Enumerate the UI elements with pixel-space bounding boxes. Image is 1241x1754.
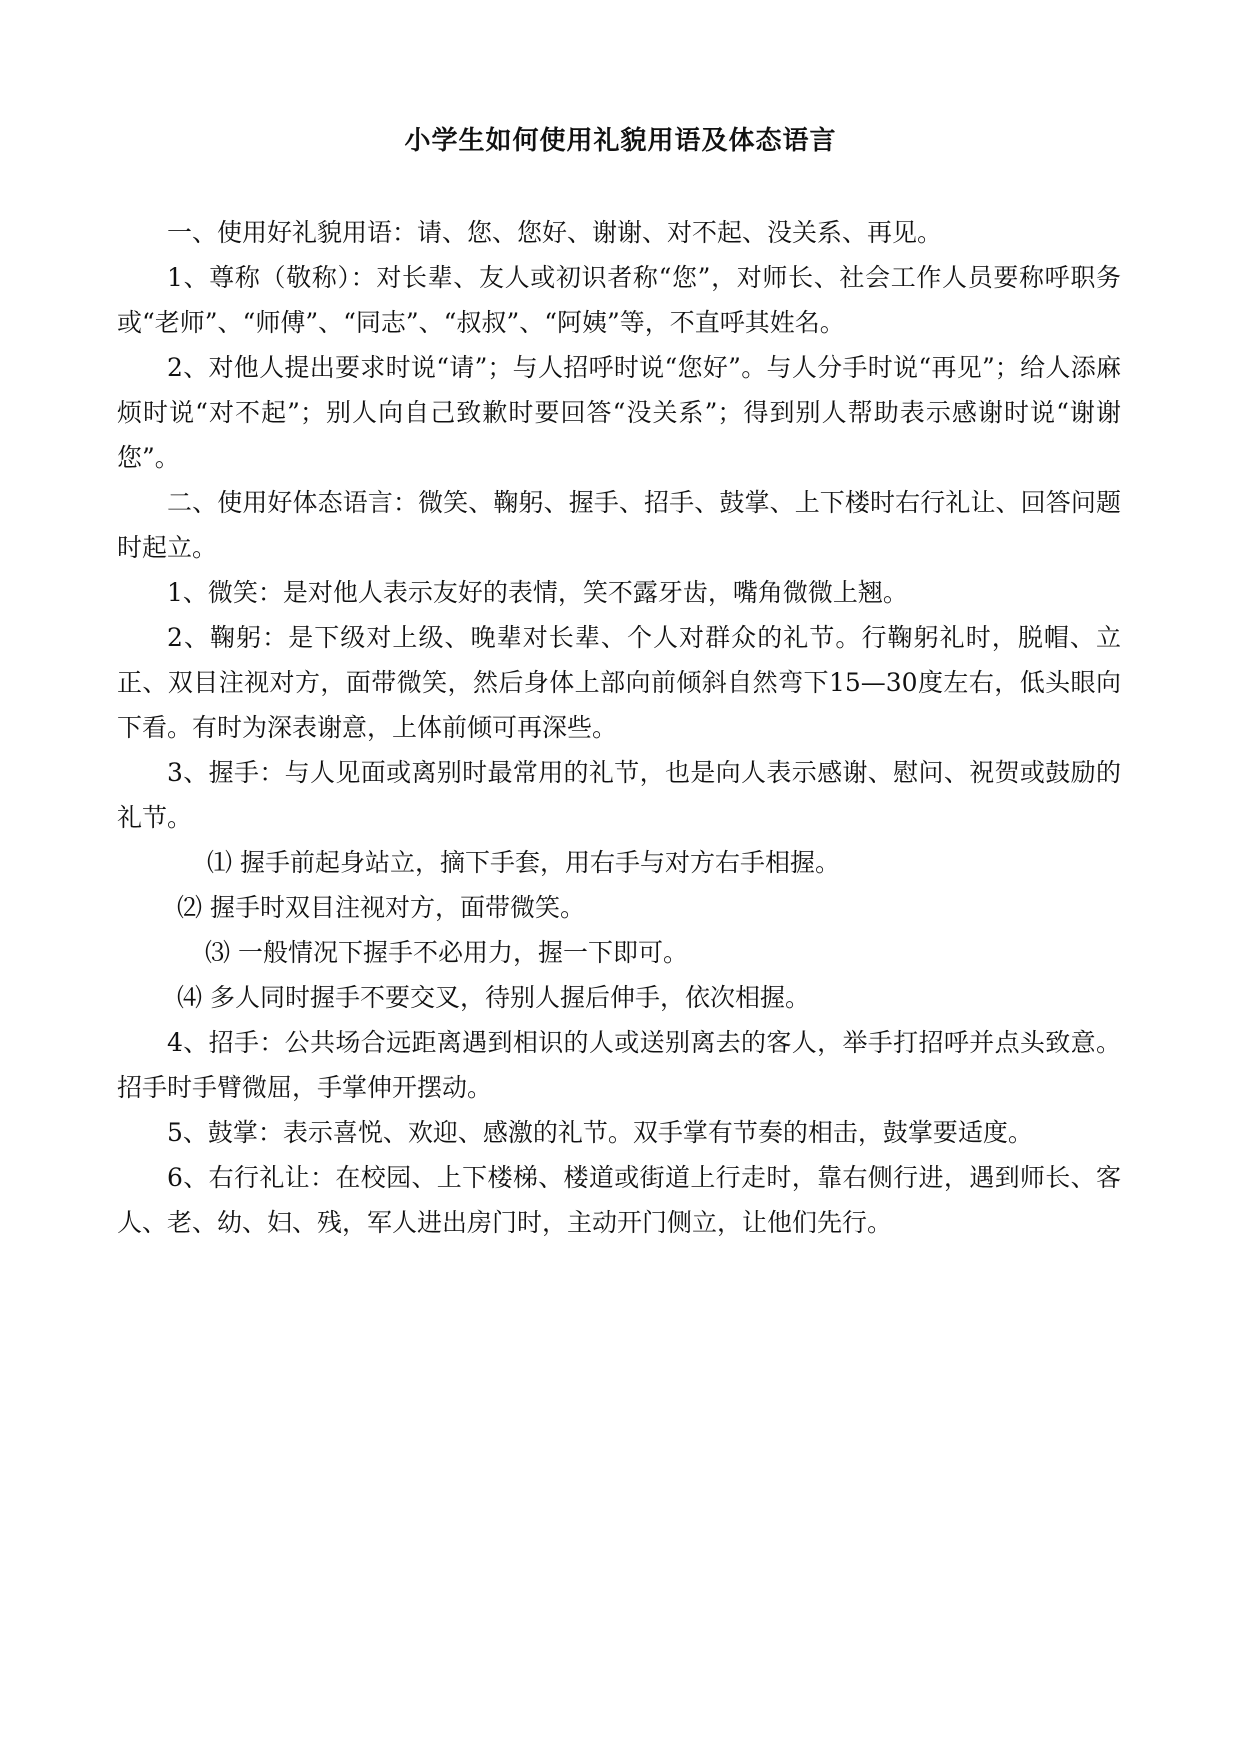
list-item-handshake-2: ⑵ 握手时双目注视对方，面带微笑。 <box>177 893 585 922</box>
paragraph-2-6: 6、右行礼让：在校园、上下楼梯、楼道或街道上行走时，靠右侧行进，遇到师长、客人、老、幼、妇、残，军人进出房门时，主动开门侧立，让他们先行。 <box>117 1163 1121 1237</box>
list-item-handshake-1: ⑴ 握手前起身站立，摘下手套，用右手与对方右手相握。 <box>207 848 840 877</box>
list-item-handshake-3: ⑶ 一般情况下握手不必用力，握一下即可。 <box>205 938 688 967</box>
paragraph-1-2: 2、对他人提出要求时说“请”；与人招呼时说“您好”。与人分手时说“再见”；给人添麻烦时说“对不起”；别人向自己致歉时要回答“没关系”；得到别人帮助表示感谢时说“谢谢您”。 <box>117 353 1121 472</box>
paragraph-2-4: 4、招手：公共场合远距离遇到相识的人或送别离去的客人，举手打招呼并点头致意。招手时手臂微屈，手掌伸开摆动。 <box>117 1028 1121 1102</box>
paragraph-2-5: 5、鼓掌：表示喜悦、欢迎、感激的礼节。双手掌有节奏的相击，鼓掌要适度。 <box>167 1118 1033 1147</box>
document-body <box>117 210 1121 1245</box>
paragraph-1-1: 1、尊称（敬称）：对长辈、友人或初识者称“您”，对师长、社会工作人员要称呼职务或“老师”、“师傅”、“同志”、“叔叔”、“阿姨”等，不直呼其姓名。 <box>117 263 1121 337</box>
document-title: 小学生如何使用礼貌用语及体态语言 <box>404 126 837 156</box>
paragraph-2-2: 2、鞠躬：是下级对上级、晚辈对长辈、个人对群众的礼节。行鞠躬礼时，脱帽、立正、双目注视对方，面带微笑，然后身体上部向前倾斜自然弯下15—30度左右，低头眼向下看。有时为深表谢意，上体前倾可再深些。 <box>117 623 1121 742</box>
paragraph-section-1: 一、使用好礼貌用语：请、您、您好、谢谢、对不起、没关系、再见。 <box>167 218 943 247</box>
paragraph-2-1: 1、微笑：是对他人表示友好的表情，笑不露牙齿，嘴角微微上翘。 <box>167 578 908 607</box>
list-item-handshake-4: ⑷ 多人同时握手不要交叉，待别人握后伸手，依次相握。 <box>177 983 810 1012</box>
paragraph-2-3: 3、握手：与人见面或离别时最常用的礼节，也是向人表示感谢、慰问、祝贺或鼓励的礼节。 <box>117 758 1121 832</box>
paragraph-section-2: 二、使用好体态语言：微笑、鞠躬、握手、招手、鼓掌、上下楼时右行礼让、回答问题时起立。 <box>117 488 1121 562</box>
